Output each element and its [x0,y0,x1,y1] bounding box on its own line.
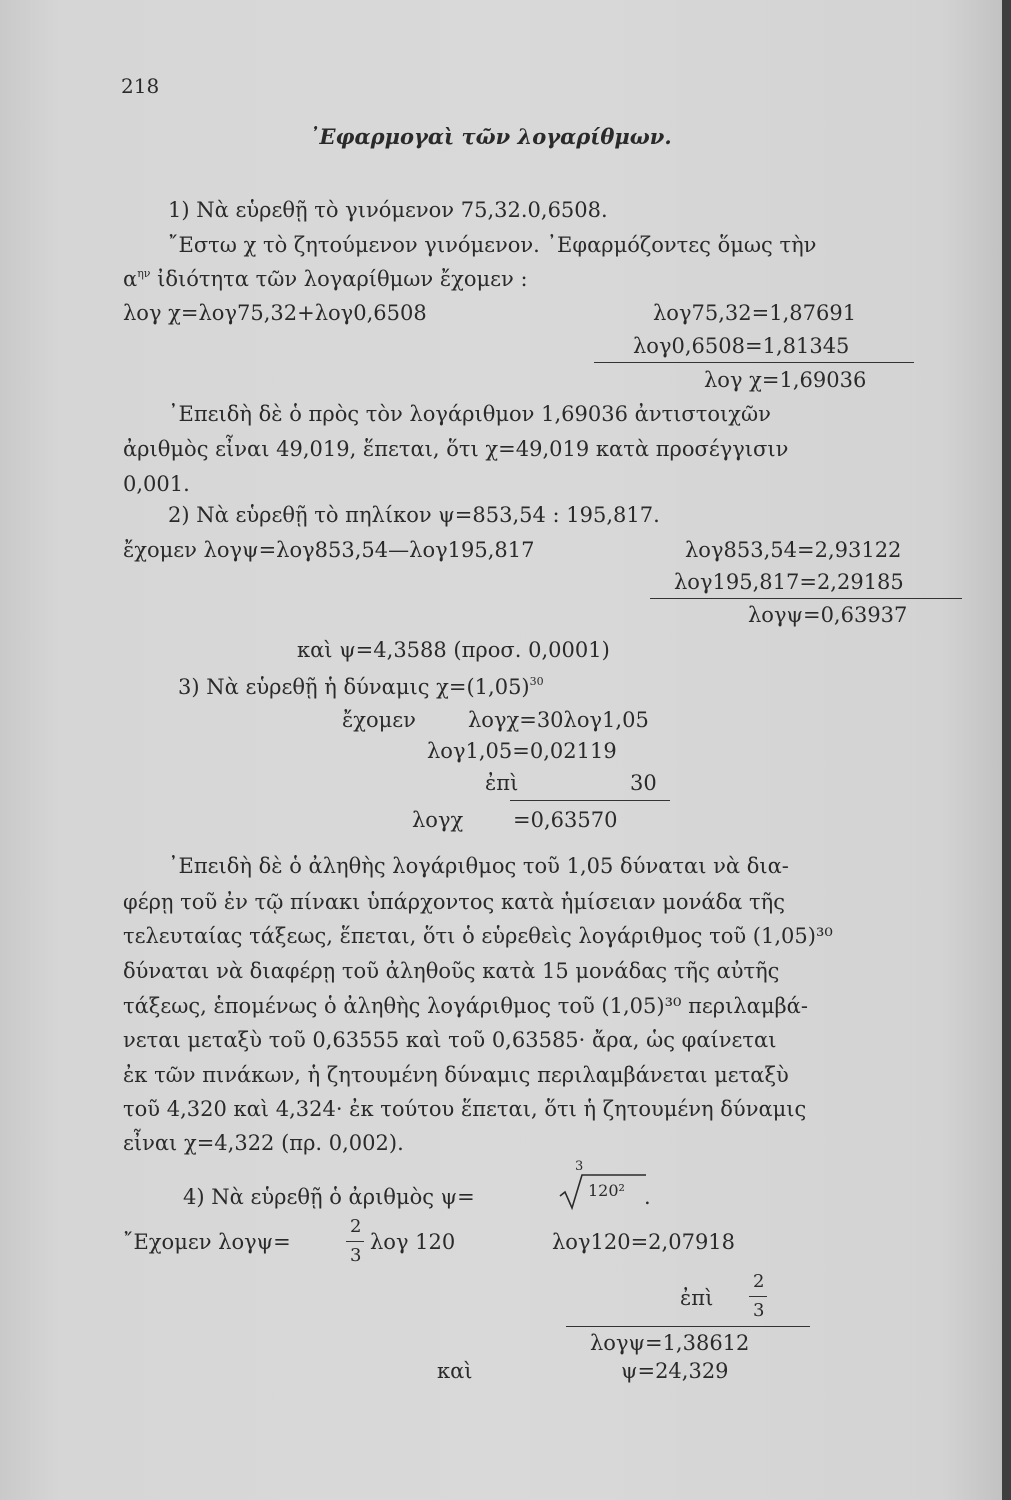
ex1-para-line3: 0,001. [123,472,190,496]
ex4-product-rule [566,1326,810,1327]
ex3-product-rule [510,800,670,801]
ex4-radicand: 120² [588,1181,625,1200]
ex1-sum-rule [594,362,914,363]
ex1-equation: λογ χ=λογ75,32+λογ0,6508 [123,301,427,325]
ex2-equation: ἔχομεν λογψ=λογ853,54—λογ195,817 [123,538,535,562]
ex4-statement-end: . [644,1185,651,1209]
ex1-line1: ῎Εστω χ τὸ ζητούμενον γινόμενον. ᾿Εφαρμόζοντες ὅμως τὴν [168,233,817,257]
ex3-para-line4: δύναται νὰ διαφέρῃ τοῦ ἀληθοῦς κατὰ 15 μονάδας τῆς αὐτῆς [123,959,780,983]
ex2-result: καὶ ψ=4,3588 (προσ. 0,0001) [297,638,610,662]
ex3-para-line3: τελευταίας τάξεως, ἕπεται, ὅτι ὁ εὑρεθεὶς λογάριθμος τοῦ (1,05)³⁰ [123,924,833,948]
ex3-para-line1: ᾿Επειδὴ δὲ ὁ ἀληθὴς λογάριθμος τοῦ 1,05 δύναται νὰ δια- [168,854,789,878]
ex4-root-index: 3 [575,1159,584,1174]
ex1-para-line1: ᾿Επειδὴ δὲ ὁ πρὸς τὸν λογάριθμον 1,69036 ἀντιστοιχῶν [168,402,771,426]
ex3-para-line9: εἶναι χ=4,322 (πρ. 0,002). [123,1131,404,1155]
ex3-para-line6: νεται μεταξὺ τοῦ 0,63555 καὶ τοῦ 0,63585· ἄρα, ὡς φαίνεται [123,1028,777,1052]
ex1-log-75-32: λογ75,32=1,87691 [653,301,857,325]
ex4-statement: 4) Νὰ εὑρεθῇ ὁ ἀριθμὸς ψ= [183,1185,475,1209]
ex3-para-line2: φέρῃ τοῦ ἐν τῷ πίνακι ὑπάρχοντος κατὰ ἡμίσειαν μονάδα τῆς [123,890,785,914]
ex3-para-line5: τάξεως, ἑπομένως ὁ ἀληθὴς λογάριθμος τοῦ (1,05)³⁰ περιλαμβά- [123,994,808,1018]
ex4-times-label: ἐπὶ [680,1286,714,1310]
ex3-have: ἔχομεν [342,708,416,732]
ex4-and: καὶ [437,1359,473,1383]
ex3-statement: 3) Νὰ εὑρεθῇ ἡ δύναμις $\chi=(1,05)^{30}$ [178,675,544,699]
ex2-diff-rule [650,598,962,599]
ex4-log-120: λογ120=2,07918 [552,1230,736,1254]
page-number: 218 [121,74,160,98]
ex3-log-x-value: =0,63570 [513,808,618,832]
ex4-equation-post: λογ 120 [370,1230,456,1254]
ex4-equation-pre: ῎Εχομεν λογψ= [123,1230,291,1254]
ex3-times-label: ἐπὶ [485,771,519,795]
page-heading: ᾿Εφαρμογαὶ τῶν λογαρίθμων. [309,124,672,149]
ex1-log-0-6508: λογ0,6508=1,81345 [633,334,850,358]
ex3-para-line7: ἐκ τῶν πινάκων, ἡ ζητουμένη δύναμις περιλαμβάνεται μεταξὺ [123,1063,789,1087]
ex4-log-psi: λογψ=1,38612 [590,1331,750,1355]
ex3-times-value: 30 [630,771,657,795]
ex1-line2: $\alpha^{\eta\nu}$ ἰδιότητα τῶν λογαρίθμων ἔχομεν : [123,267,528,291]
ex2-log-853-54: λογ853,54=2,93122 [685,538,902,562]
ex1-log-x: λογ χ=1,69036 [704,368,867,392]
ex2-statement: 2) Νὰ εὑρεθῇ τὸ πηλίκον ψ=853,54 : 195,817. [168,503,660,527]
ex4-frac-bar [346,1241,364,1242]
ex4-times-den: 3 [753,1300,765,1321]
ex3-log-x-label: λογχ [412,808,464,832]
ex3-log-1-05: λογ1,05=0,02119 [427,739,617,763]
ex4-frac-num: 2 [350,1216,362,1237]
ex3-para-line8: τοῦ 4,320 καὶ 4,324· ἐκ τούτου ἕπεται, ὅτι ἡ ζητουμένη δύναμις [123,1097,807,1121]
ex4-frac-den: 3 [350,1245,362,1266]
ex1-para-line2: ἀριθμὸς εἶναι 49,019, ἕπεται, ὅτι χ=49,019 κατὰ προσέγγισιν [123,437,789,461]
ex4-times-frac-bar [749,1296,767,1297]
ex4-times-num: 2 [753,1271,765,1292]
ex3-log-x-eq: λογχ=30λογ1,05 [468,708,649,732]
ex2-log-psi: λογψ=0,63937 [748,603,908,627]
ex4-psi-value: ψ=24,329 [621,1359,729,1383]
ex1-statement: 1) Νὰ εὑρεθῇ τὸ γινόμενον 75,32.0,6508. [168,198,608,222]
ex2-log-195-817: λογ195,817=2,29185 [674,570,904,594]
